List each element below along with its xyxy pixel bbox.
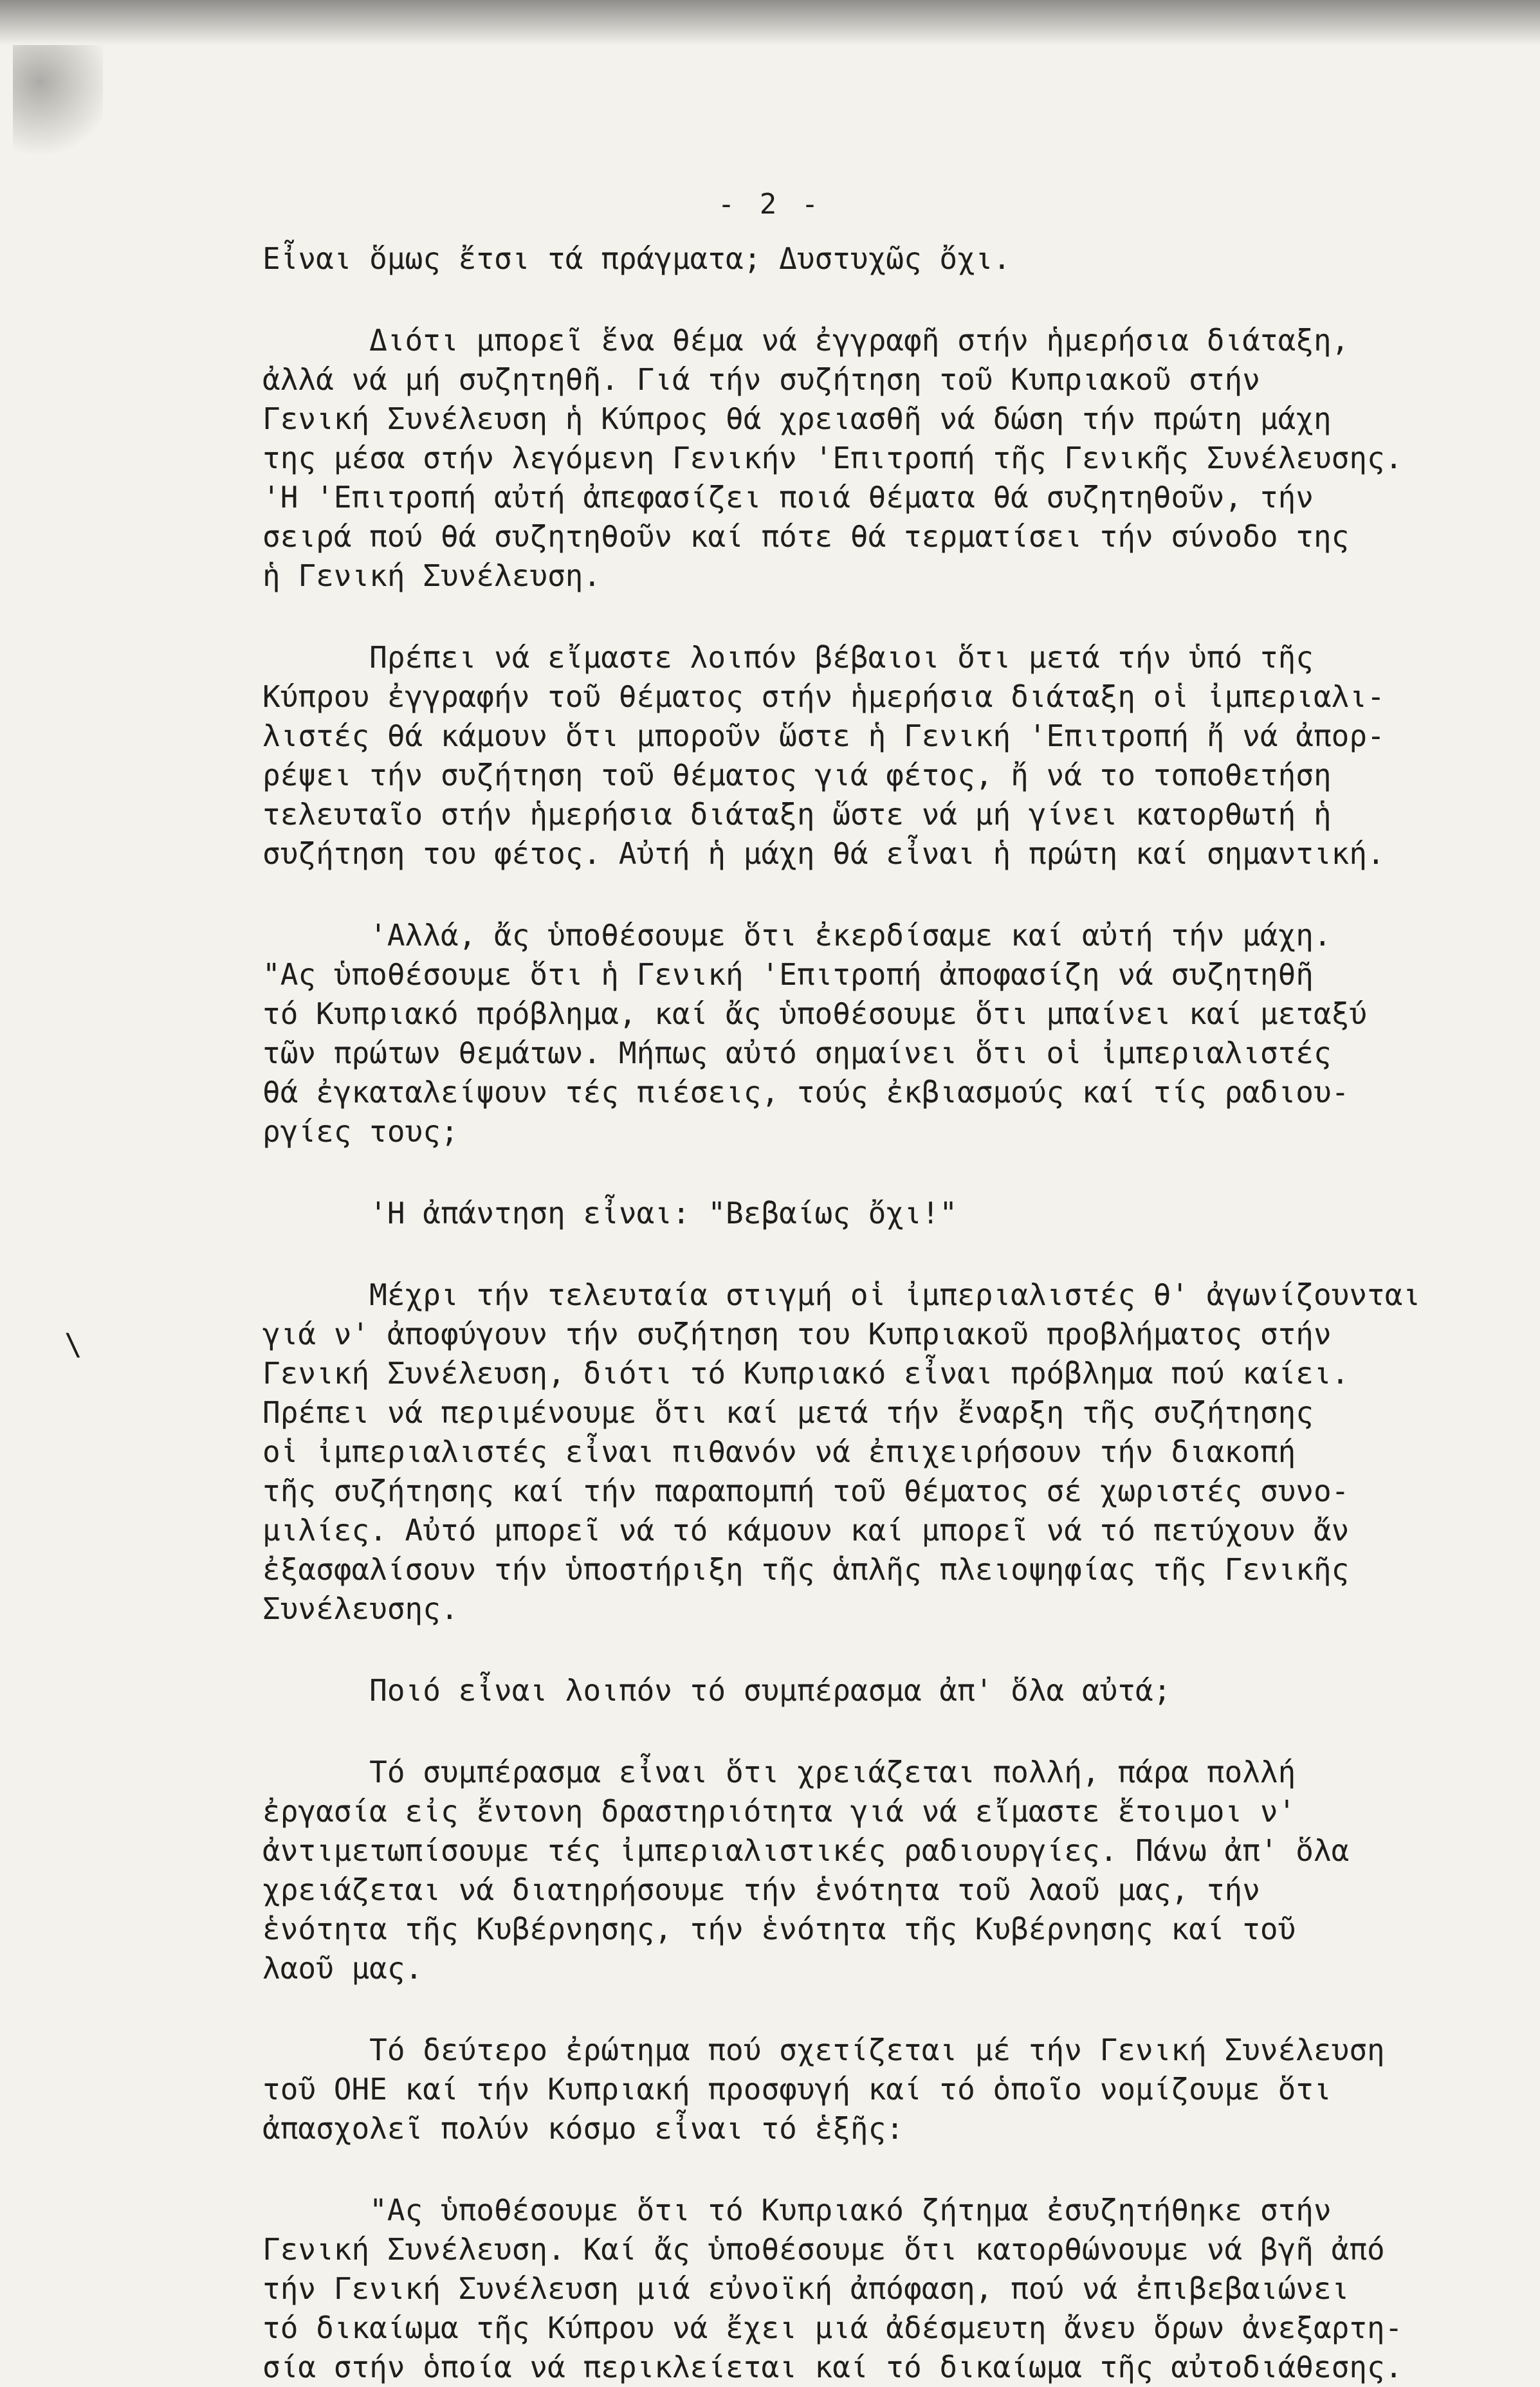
document-body [262, 239, 1523, 2387]
text-line: Πρέπει νά εἴμαστε λοιπόν βέβαιοι ὅτι μετά τήν ὑπό τῆς [262, 640, 1314, 675]
paragraph-3 [262, 638, 1523, 873]
text-line: ἑνότητα τῆς Κυβέρνησης, τήν ἑνότητα τῆς Κυβέρνησης καί τοῦ [262, 1912, 1296, 1946]
text-line: λαοῦ μας. [262, 1951, 423, 1986]
text-line: Κύπρου ἐγγραφήν τοῦ θέματος στήν ἡμερήσια διάταξη οἱ ἰμπεριαλι- [262, 679, 1385, 714]
text-line: τοῦ ΟΗΕ καί τήν Κυπριακή προσφυγή καί τό ὁποῖο νομίζουμε ὅτι [262, 2072, 1332, 2107]
paragraph-5 [262, 1194, 1523, 1233]
text-line: Τό δεύτερο ἐρώτημα πού σχετίζεται μέ τήν Γενική Συνέλευση [262, 2033, 1385, 2067]
text-line: Γενική Συνέλευση. Καί ἄς ὑποθέσουμε ὅτι κατορθώνουμε νά βγῆ ἀπό [262, 2232, 1385, 2267]
text-line: ἡ Γενική Συνέλευση. [262, 558, 601, 593]
text-line: γιά ν' ἀποφύγουν τήν συζήτηση του Κυπριακοῦ προβλήματος στήν [262, 1317, 1332, 1351]
text-line: ἀλλά νά μή συζητηθῆ. Γιά τήν συζήτηση τοῦ Κυπριακοῦ στήν [262, 362, 1260, 397]
text-line: τῶν πρώτων θεμάτων. Μήπως αὐτό σημαίνει ὅτι οἱ ἰμπεριαλιστές [262, 1036, 1332, 1070]
text-line: Γενική Συνέλευση ἡ Κύπρος θά χρειασθῆ νά δώση τήν πρώτη μάχη [262, 401, 1332, 436]
text-line: ἀντιμετωπίσουμε τές ἰμπεριαλιστικές ραδιουργίες. Πάνω ἀπ' ὅλα [262, 1833, 1350, 1868]
text-line: θά ἐγκαταλείψουν τές πιέσεις, τούς ἐκβιασμούς καί τίς ραδιου- [262, 1075, 1350, 1110]
text-line: τό δικαίωμα τῆς Κύπρου νά ἔχει μιά ἀδέσμευτη ἄνευ ὅρων ἀνεξαρτη- [262, 2310, 1403, 2345]
text-line: χρειάζεται νά διατηρήσουμε τήν ἑνότητα τοῦ λαοῦ μας, τήν [262, 1872, 1260, 1907]
text-line: ρέψει τήν συζήτηση τοῦ θέματος γιά φέτος, ἤ νά το τοποθετήση [262, 758, 1332, 792]
text-line: συζήτηση του φέτος. Αὐτή ἡ μάχη θά εἶναι ἡ πρώτη καί σημαντική. [262, 836, 1385, 871]
text-line: τελευταῖο στήν ἡμερήσια διάταξη ὥστε νά μή γίνει κατορθωτή ἡ [262, 797, 1332, 832]
text-line: τῆς συζήτησης καί τήν παραπομπή τοῦ θέματος σέ χωριστές συνο- [262, 1474, 1350, 1508]
paragraph-4 [262, 916, 1523, 1151]
text-line: σία στήν ὁποία νά περικλείεται καί τό δικαίωμα τῆς αὐτοδιάθεσης. [262, 2350, 1403, 2384]
text-line: λιστές θά κάμουν ὅτι μποροῦν ὥστε ἡ Γενική 'Επιτροπή ἤ νά ἀπορ- [262, 718, 1385, 753]
text-line: 'Αλλά, ἄς ὑποθέσουμε ὅτι ἐκερδίσαμε καί αὐτή τήν μάχη. [262, 918, 1332, 953]
text-line: Ποιό εἶναι λοιπόν τό συμπέρασμα ἀπ' ὅλα αὐτά; [262, 1673, 1171, 1708]
text-line: οἱ ἰμπεριαλιστές εἶναι πιθανόν νά ἐπιχειρήσουν τήν διακοπή [262, 1434, 1296, 1469]
paragraph-9 [262, 2031, 1523, 2148]
text-line: ἐξασφαλίσουν τήν ὑποστήριξη τῆς ἁπλῆς πλειοψηφίας τῆς Γενικῆς [262, 1552, 1350, 1587]
paragraph-8 [262, 1753, 1523, 1988]
paragraph-2 [262, 321, 1523, 596]
paragraph-1 [262, 239, 1523, 279]
text-line: τό Κυπριακό πρόβλημα, καί ἄς ὑποθέσουμε ὅτι μπαίνει καί μεταξύ [262, 996, 1368, 1031]
text-line: ἀπασχολεῖ πολύν κόσμο εἶναι τό ἑξῆς: [262, 2111, 904, 2146]
text-line: Γενική Συνέλευση, διότι τό Κυπριακό εἶναι πρόβλημα πού καίει. [262, 1356, 1350, 1391]
text-line: 'Η ἀπάντηση εἶναι: "Βεβαίως ὄχι!" [262, 1196, 958, 1230]
text-line: σειρά πού θά συζητηθοῦν καί πότε θά τερματίσει τήν σύνοδο της [262, 519, 1350, 554]
text-line: Πρέπει νά περιμένουμε ὅτι καί μετά τήν ἔναρξη τῆς συζήτησης [262, 1395, 1314, 1430]
text-line: μιλίες. Αὐτό μπορεῖ νά τό κάμουν καί μπορεῖ νά τό πετύχουν ἄν [262, 1513, 1350, 1548]
scan-corner-smudge [13, 45, 103, 167]
text-line: Συνέλευσης. [262, 1591, 459, 1626]
scan-top-edge [0, 0, 1540, 45]
text-line: 'Η 'Επιτροπή αὐτή ἀπεφασίζει ποιά θέματα θά συζητηθοῦν, τήν [262, 480, 1314, 515]
paragraph-10 [262, 2191, 1523, 2387]
paragraph-7 [262, 1671, 1523, 1710]
paragraph-6 [262, 1276, 1523, 1629]
text-line: Μέχρι τήν τελευταία στιγμή οἱ ἰμπεριαλιστές θ' ἀγωνίζουνται [262, 1277, 1421, 1312]
page-number: - 2 - [717, 188, 823, 221]
text-line: ργίες τους; [262, 1114, 459, 1149]
text-line: της μέσα στήν λεγόμενη Γενικήν 'Επιτροπή τῆς Γενικῆς Συνέλευσης. [262, 441, 1403, 475]
text-line: Τό συμπέρασμα εἶναι ὅτι χρειάζεται πολλή, πάρα πολλή [262, 1755, 1296, 1789]
text-line: ἐργασία εἰς ἔντονη δραστηριότητα γιά νά εἴμαστε ἕτοιμοι ν' [262, 1794, 1296, 1829]
margin-mark: \ [64, 1327, 82, 1362]
text-line: "Ας ὑποθέσουμε ὅτι ἡ Γενική 'Επιτροπή ἀποφασίζη νά συζητηθῆ [262, 957, 1314, 992]
text-line: τήν Γενική Συνέλευση μιά εὐνοϊκή ἀπόφαση, πού νά ἐπιβεβαιώνει [262, 2271, 1350, 2306]
text-line: Διότι μπορεῖ ἕνα θέμα νά ἐγγραφῆ στήν ἡμερήσια διάταξη, [262, 323, 1350, 358]
text-line: Εἶναι ὅμως ἔτσι τά πράγματα; Δυστυχῶς ὄχι. [262, 241, 1011, 276]
text-line: "Ας ὑποθέσουμε ὅτι τό Κυπριακό ζήτημα ἐσυζητήθηκε στήν [262, 2193, 1332, 2227]
